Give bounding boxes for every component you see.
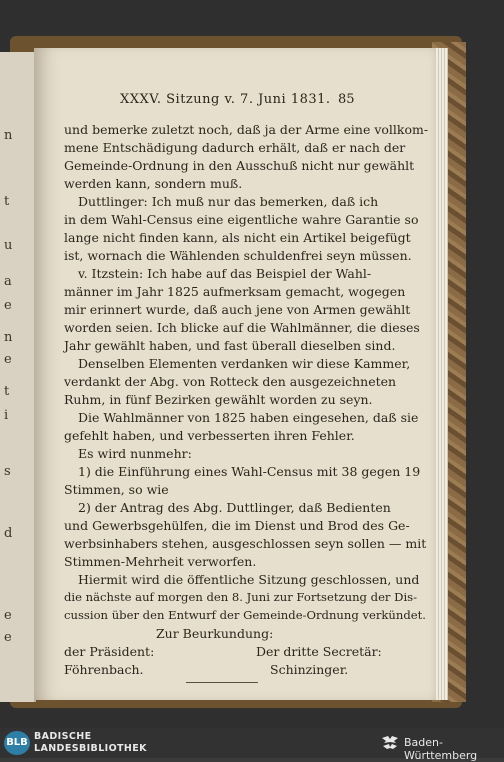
text-line: Die Wahlmänner von 1825 haben eingesehen, daß sie	[78, 410, 419, 425]
speaker-paragraph: v. Itzstein: Ich habe auf das Beispiel der Wahl-	[78, 266, 372, 281]
library-name-line1: BADISCHE	[34, 731, 92, 742]
text-line: mir erinnert wurde, daß auch jene von Armen gewählt	[64, 302, 411, 317]
left-page-fragment	[0, 52, 36, 702]
text-line: mene Entschädigung dadurch erhält, daß er nach der	[64, 140, 406, 155]
attestation-heading: Zur Beurkundung:	[156, 626, 274, 641]
running-head: XXXV. Sitzung v. 7. Juni 1831.	[120, 92, 331, 107]
library-name[interactable]	[34, 731, 147, 755]
closing-rule	[186, 682, 258, 683]
left-page-letter: e	[4, 352, 12, 367]
text-line: werbsinhabers stehen, ausgeschlossen seyn sollen — mit	[64, 536, 427, 551]
text-line: Gemeinde-Ordnung in den Ausschuß nicht nur gewählt	[64, 158, 415, 173]
left-page-letter: e	[4, 298, 12, 313]
left-page-letter: t	[4, 384, 10, 399]
text-line: männer im Jahr 1825 aufmerksam gemacht, wogegen	[64, 284, 406, 299]
text-line: werden kann, sondern muß.	[64, 176, 243, 191]
text-line: lange nicht finden kann, als nicht ein Artikel beigefügt	[64, 230, 411, 245]
text-line: 1) die Einführung eines Wahl-Census mit 38 gegen 19	[78, 464, 421, 479]
text-line: Denselben Elementen verdanken wir diese Kammer,	[78, 356, 411, 371]
signature-title-left: der Präsident:	[64, 644, 155, 659]
state-crest-icon	[380, 733, 400, 753]
text-line: 2) der Antrag des Abg. Duttlinger, daß Bedienten	[78, 500, 391, 515]
text-line: die nächste auf morgen den 8. Juni zur Fortsetzung der Dis-	[64, 590, 418, 604]
text-line: verdankt der Abg. von Rotteck den ausgezeichneten	[64, 374, 397, 389]
text-line: in dem Wahl-Census eine eigentliche wahre Garantie so	[64, 212, 419, 227]
signature-name-left: Föhrenbach.	[64, 662, 144, 677]
left-page-letter: n	[4, 128, 13, 143]
left-page-letter: i	[4, 408, 9, 423]
left-page-letter: a	[4, 274, 12, 289]
left-page-letter: u	[4, 238, 13, 253]
blb-logo-icon[interactable]: BLB	[4, 731, 30, 755]
speaker-paragraph: Duttlinger: Ich muß nur das bemerken, daß ich	[78, 194, 379, 209]
library-footer-bar	[0, 728, 504, 762]
page-number: 85	[338, 92, 355, 107]
text-line: und bemerke zuletzt noch, daß ja der Arme eine vollkom-	[64, 122, 429, 137]
state-name[interactable]: Baden-Württemberg	[404, 736, 478, 762]
text-line: Ruhm, in fünf Bezirken gewählt worden zu seyn.	[64, 392, 373, 407]
left-page-letter: e	[4, 608, 12, 623]
page-stack-edge	[436, 48, 448, 700]
text-line: Stimmen-Mehrheit verworfen.	[64, 554, 257, 569]
text-line: Es wird nunmehr:	[78, 446, 192, 461]
text-line: cussion über den Entwurf der Gemeinde-Ordnung verkündet.	[64, 608, 426, 622]
text-line: ist, wornach die Wählenden schuldenfrei seyn müssen.	[64, 248, 412, 263]
text-line: Jahr gewählt haben, und fast überall dieselben sind.	[64, 338, 396, 353]
text-line: Stimmen, so wie	[64, 482, 169, 497]
left-page-letter: t	[4, 194, 10, 209]
text-line: Hiermit wird die öffentliche Sitzung geschlossen, und	[78, 572, 420, 587]
text-line: gefehlt haben, und verbesserten ihren Fehler.	[64, 428, 355, 443]
library-name-line2: LANDESBIBLIOTHEK	[34, 743, 147, 754]
text-line: worden seien. Ich blicke auf die Wahlmänner, die dieses	[64, 320, 420, 335]
left-page-letter: s	[4, 464, 11, 479]
text-line: und Gewerbsgehülfen, die im Dienst und Brod des Ge-	[64, 518, 410, 533]
left-page-letter: d	[4, 526, 13, 541]
left-page-letter: e	[4, 630, 12, 645]
signature-title-right: Der dritte Secretär:	[256, 644, 382, 659]
left-page-letter: n	[4, 330, 13, 345]
signature-name-right: Schinzinger.	[270, 662, 349, 677]
